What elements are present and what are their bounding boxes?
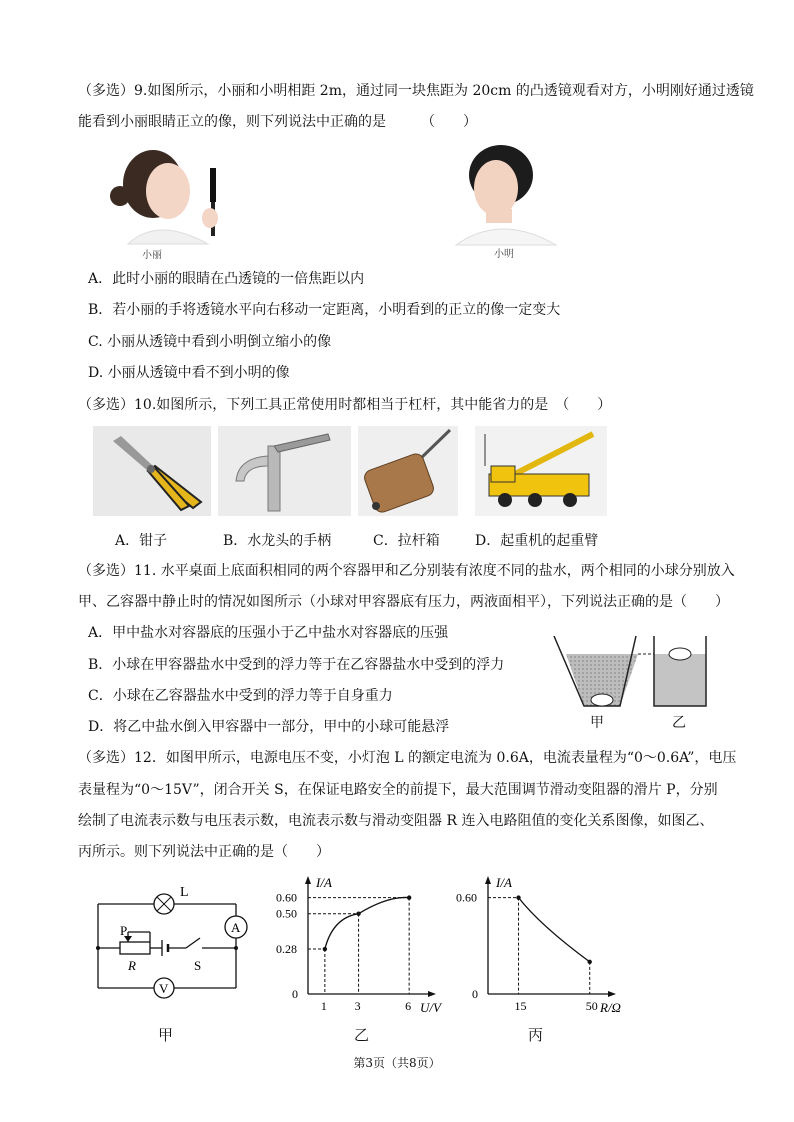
data-point [516, 895, 520, 899]
label-P: P [120, 923, 128, 938]
label-R: R [128, 958, 136, 973]
data-point [588, 960, 592, 964]
x-axis-label: R/Ω [600, 1000, 621, 1015]
q11-option-a: A．甲中盐水对容器底的压强小于乙中盐水对容器底的压强 [88, 625, 449, 641]
label-S: S [194, 958, 202, 973]
q11-stem-line1: （多选）11. 水平桌面上底面积相同的两个容器甲和乙分别装有浓度不同的盐水，两个相同的小球分别放入 [78, 563, 735, 579]
graph-label-bing: 丙 [528, 1026, 544, 1044]
y-tick-label: 0.60 [456, 890, 477, 905]
data-curve [325, 897, 409, 949]
q10-label-c: C．拉杆箱 [373, 533, 440, 549]
jia-ball [591, 694, 613, 706]
circuit-diagram [90, 880, 255, 1010]
x-axis-label: U/V [420, 1000, 441, 1015]
graph-label-yi: 乙 [354, 1026, 370, 1044]
graph-bing [448, 872, 621, 1017]
x-tick-label: 6 [405, 999, 412, 1013]
q9-option-c: C. 小丽从透镜中看到小明倒立缩小的像 [88, 334, 332, 350]
faucet-image [218, 426, 351, 516]
origin-label: 0 [472, 987, 478, 1001]
graph-yi [268, 872, 441, 1017]
origin-label: 0 [292, 987, 298, 1001]
x-axis-arrow [608, 991, 616, 997]
y-tick-label: 0.50 [276, 906, 297, 921]
crane-image [475, 426, 607, 516]
y-axis-label: I/A [316, 875, 332, 890]
x-tick-label: 3 [354, 999, 361, 1013]
q9-option-d: D. 小丽从透镜中看不到小明的像 [88, 365, 290, 381]
q10-label-b: B．水龙头的手柄 [223, 533, 332, 549]
y-tick-label: 0.60 [276, 890, 297, 905]
q11-stem-line2: 甲、乙容器中静止时的情况如图所示（小球对甲容器底有压力，两液面相平），下列说法正确的是（ ） [78, 594, 729, 610]
q10-label-a: A．钳子 [115, 533, 168, 549]
q11-option-d: D．将乙中盐水倒入甲容器中一部分，甲中的小球可能悬浮 [88, 719, 450, 735]
data-curve [519, 898, 590, 962]
label-V: V [159, 981, 169, 996]
boy-image [456, 143, 556, 245]
label-L: L [180, 885, 189, 900]
q10-label-d: D．起重机的起重臂 [475, 533, 599, 549]
data-point [323, 947, 327, 951]
circuit-label-jia: 甲 [158, 1026, 174, 1044]
label-A: A [231, 920, 241, 935]
q12-stem-line3: 绘制了电流表示数与电压表示数，电流表示数与滑动变阻器 R 连入电路阻值的变化关系图像，如图乙、 [78, 813, 714, 829]
y-axis-arrow [485, 876, 491, 884]
yi-ball [669, 648, 691, 660]
y-tick-label: 0.28 [276, 942, 297, 957]
x-tick-label: 15 [514, 999, 527, 1013]
q11-option-b: B．小球在甲容器盐水中受到的浮力等于在乙容器盐水中受到的浮力 [88, 657, 505, 673]
q11-label-yi: 乙 [672, 715, 686, 731]
x-axis-arrow [428, 991, 436, 997]
q12-stem-line2: 表量程为“0～15V”，闭合开关 S，在保证电路安全的前提下，最大范围调节滑动变阻器的滑片 P，分别 [78, 782, 718, 798]
q11-label-jia: 甲 [590, 715, 604, 731]
y-axis-arrow [305, 876, 311, 884]
switch-S [186, 938, 200, 948]
data-point [407, 895, 411, 899]
rheostat-R [120, 942, 150, 954]
yi-liquid [654, 654, 706, 706]
containers-diagram [550, 632, 720, 712]
trolley-case-image [358, 426, 458, 516]
q9-option-b: B．若小丽的手将透镜水平向右移动一定距离，小明看到的正立的像一定变大 [88, 302, 561, 318]
q12-stem-line4: 丙所示。则下列说法中正确的是（ ） [78, 844, 330, 860]
girl-with-magnifier-image [98, 146, 318, 244]
boy-caption: 小明 [494, 249, 514, 260]
q9-stem-line1: （多选）9.如图所示，小丽和小明相距 2m，通过同一块焦距为 20cm 的凸透镜观看对方，小明刚好通过透镜 [78, 83, 754, 99]
q9-stem-line2: 能看到小丽眼睛正立的像，则下列说法中正确的是 （ ） [78, 114, 477, 130]
q10-stem: （多选）10.如图所示，下列工具正常使用时都相当于杠杆，其中能省力的是 （ ） [78, 397, 612, 413]
data-point [356, 911, 360, 915]
x-tick-label: 1 [320, 999, 327, 1013]
y-axis-label: I/A [496, 875, 512, 890]
x-tick-label: 50 [585, 999, 598, 1013]
q12-stem-line1: （多选）12．如图甲所示，电源电压不变，小灯泡 L 的额定电流为 0.6A，电流表量程为“0～0.6A”，电压 [78, 750, 737, 766]
q9-option-a: A．此时小丽的眼睛在凸透镜的一倍焦距以内 [88, 271, 365, 287]
pliers-image [93, 426, 211, 516]
girl-caption: 小丽 [142, 250, 162, 261]
page-footer: 第3页（共8页） [353, 1056, 441, 1070]
q11-option-c: C．小球在乙容器盐水中受到的浮力等于自身重力 [88, 688, 393, 704]
